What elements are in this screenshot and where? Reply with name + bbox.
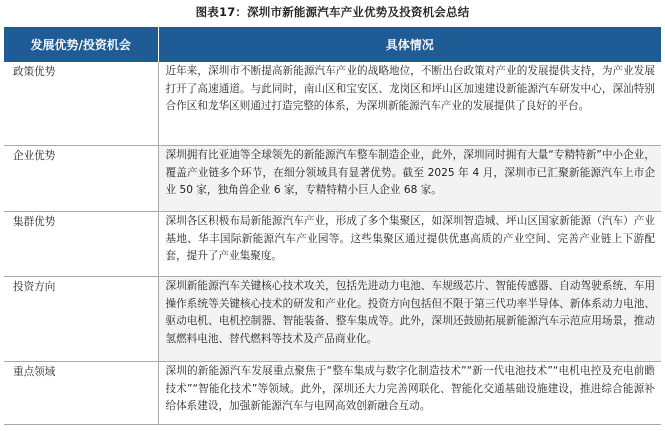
- row-label: 企业优势: [4, 146, 158, 212]
- header-row: [4, 27, 661, 62]
- column-header-details: 具体情况: [158, 27, 661, 62]
- row-label: 政策优势: [4, 62, 158, 146]
- row-label: 重点领域: [4, 362, 158, 425]
- table-row: [4, 62, 661, 146]
- table-row: [4, 362, 661, 425]
- row-detail: 近年来，深圳市不断提高新能源汽车产业的战略地位，不断出台政策对产业的发展提供支持，为产业发展打开了高速通道。与此同时，南山区和宝安区、龙岗区和坪山区加速建设新能源汽车研发中心，深汕特别合作区和龙华区则通过打造完整的体系，为深圳新能源汽车产业的发展提供了良好的平台。: [158, 62, 661, 146]
- table-row: [4, 146, 661, 212]
- row-detail: 深圳的新能源汽车发展重点聚焦于“整车集成与数字化制造技术”“新一代电池技术”“电机电控及充电前瞻技术”“智能化技术”等领域。此外，深圳还大力完善网联化、智能化交通基础设施建设，推进综合能源补给体系建设，加强新能源汽车与电网高效创新融合互动。: [158, 362, 661, 425]
- table-row: [4, 212, 661, 277]
- summary-table: [4, 27, 661, 425]
- column-header-advantage: 发展优势/投资机会: [4, 27, 158, 62]
- row-detail: 深圳各区积极布局新能源汽车产业，形成了多个集聚区，如深圳智造城、坪山区国家新能源（汽车）产业基地、华丰国际新能源汽车产业园等。这些集聚区通过提供优惠高质的产业空间、完善产业链上下游配套，提升了产业集聚度。: [158, 212, 661, 277]
- row-detail: 深圳新能源汽车关键核心技术攻关，包括先进动力电池、车规级芯片、智能传感器、自动驾驶系统、车用操作系统等关键核心技术的研发和产业化。投资方向包括但不限于第三代功率半导体、新体系动力电池、驱动电机、电机控制器、智能装备、整车集成等。此外，深圳还鼓励拓展新能源汽车示范应用场景，推动氢燃料电池、替代燃料等技术及产品商业化。: [158, 277, 661, 362]
- row-detail: 深圳拥有比亚迪等全球领先的新能源汽车整车制造企业，此外，深圳同时拥有大量“专精特新”中小企业，覆盖产业链多个环节，在细分领域具有显著优势。截至 2025 年 4 月，深圳市已汇聚新能源汽车上市企业 50 家，独角兽企业 6 家，专精特精小巨人企业 68 家。: [158, 146, 661, 212]
- table-row: [4, 277, 661, 362]
- row-label: 集群优势: [4, 212, 158, 277]
- row-label: 投资方向: [4, 277, 158, 362]
- figure-title: 图表17：深圳市新能源汽车产业优势及投资机会总结: [195, 5, 470, 19]
